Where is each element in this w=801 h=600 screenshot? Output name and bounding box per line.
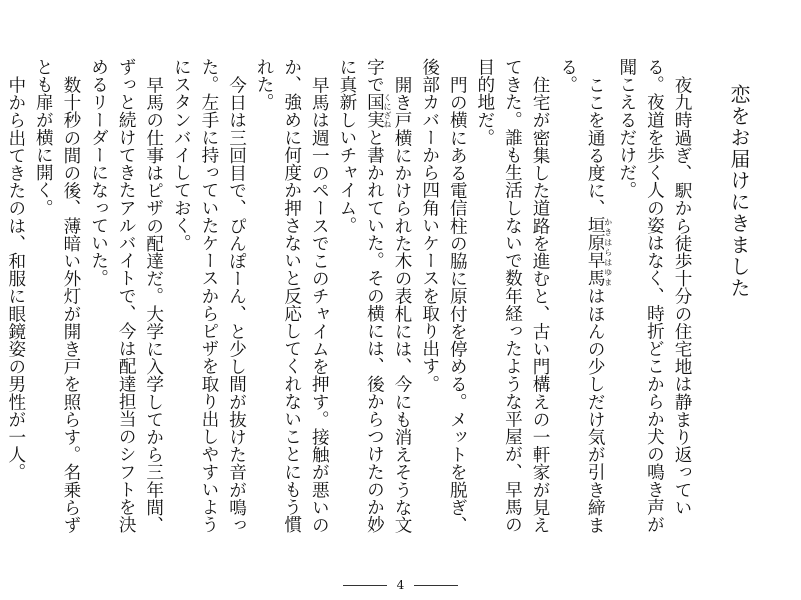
chapter-title: 恋をお届けにきました — [727, 84, 751, 299]
body-text — [5, 58, 695, 550]
page-footer — [0, 578, 801, 592]
paragraph: 住宅が密集した道路を進むと、古い門構えの一軒家が見えてきた。誰も生活しないで数年経ったような平屋が、早馬の目的地だ。 — [474, 58, 551, 534]
paragraph-text: 開き戸横にかけられた木の表札には、今にも消えそうな文字で — [364, 58, 413, 534]
page-number: 4 — [396, 578, 405, 592]
ruby-base: 国実 — [364, 93, 385, 129]
paragraph — [553, 58, 612, 550]
ruby-name — [364, 93, 392, 129]
paragraph-text: ここを通る度に、 — [585, 75, 606, 217]
paragraph: 夜九時過ぎ、駅から徒歩十分の住宅地は静まり返っている。夜道を歩く人の姿はなく、時折どこからか犬の鳴き声が聞こえるだけだ。 — [616, 58, 692, 534]
footer-rule-right — [414, 585, 458, 586]
paragraph: 早馬は週一のペースでこのチャイムを押す。接触が悪いのか、強めに何度か押さないと反応してくれないことにもう慣れた。 — [254, 58, 330, 534]
ruby-base: 垣原早馬 — [585, 216, 606, 287]
ruby-name — [585, 216, 613, 287]
paragraph-text: はほんの少しだけ気が引き締まる。 — [557, 58, 606, 534]
paragraph: 数十秒の間の後、薄暗い外灯が開き戸を照らす。名乗らずとも扉が横に開く。 — [33, 58, 81, 534]
paragraph: 今日は三回目で、ぴんぽーん、と少し間が抜けた音が鳴った。左手に持っていたケースからピザを取り出しやすいようにスタンバイしておく。 — [171, 58, 247, 534]
paragraph: 門の横にある電信柱の脇に原付を停める。メットを脱ぎ、後部カバーから四角いケースを取り出す。 — [419, 58, 468, 534]
footer-rule-left — [343, 585, 387, 586]
paragraph — [332, 58, 415, 550]
ruby-reading: かきはらはゆま — [603, 216, 613, 287]
paragraph: 中から出てきたのは、和服に眼鏡姿の男性が一人。 — [5, 75, 26, 481]
ruby-reading: くにざね — [382, 93, 392, 129]
paragraph: 早馬の仕事はピザの配達だ。大学に入学してから三年間、ずっと続けてきたアルバイトで、今は配達担当のシフトを決めるリーダーになっていた。 — [88, 58, 164, 534]
paragraph-text: と書かれていた。その横には、後からつけたのか妙に真新しいチャイム。 — [336, 58, 385, 534]
